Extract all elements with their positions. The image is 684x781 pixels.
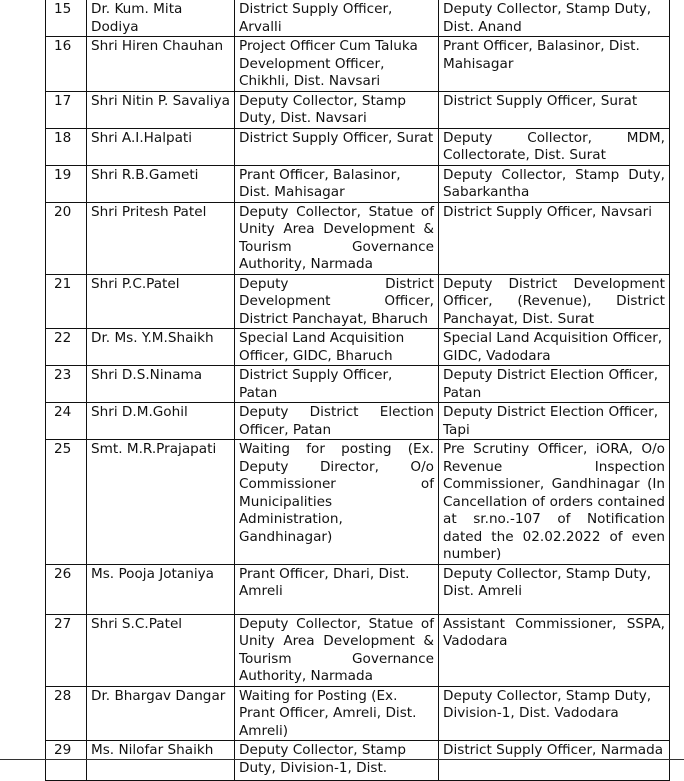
present-post-cell: Deputy Collector, Statue of Unity Area Development & Tourism Governance Authority, Narmada: [235, 614, 439, 686]
officer-name-cell: Smt. M.R.Prajapati: [87, 440, 235, 565]
present-post-cell: Special Land Acquisition Officer, GIDC, Bharuch: [235, 329, 439, 366]
new-post-cell: Deputy Collector, Stamp Duty, Sabarkantha: [439, 165, 670, 202]
present-post-cell: District Supply Officer, Arvalli: [235, 0, 439, 37]
serial-number-cell: 23: [46, 366, 87, 403]
officer-name-cell: Dr. Kum. Mita Dodiya: [87, 0, 235, 37]
new-post-cell: District Supply Officer, Surat: [439, 91, 670, 128]
table-row: [46, 37, 670, 92]
present-post-cell: Prant Officer, Balasinor, Dist. Mahisagar: [235, 165, 439, 202]
officer-name-cell: Dr. Bhargav Dangar: [87, 686, 235, 741]
new-post-cell: Deputy District Election Officer, Tapi: [439, 403, 670, 440]
serial-number-cell: 28: [46, 686, 87, 741]
serial-number-cell: 21: [46, 274, 87, 329]
officer-name-cell: Shri R.B.Gameti: [87, 165, 235, 202]
present-post-cell: Waiting for posting (Ex. Deputy Director, O/o Commissioner of Municipalities Administration, Gandhinagar): [235, 440, 439, 565]
officer-name-cell: Shri P.C.Patel: [87, 274, 235, 329]
officer-name-cell: Ms. Pooja Jotaniya: [87, 564, 235, 614]
serial-number-cell: 22: [46, 329, 87, 366]
table-row: [46, 366, 670, 403]
table-row: [46, 564, 670, 614]
officer-name-cell: Ms. Nilofar Shaikh: [87, 741, 235, 781]
new-post-cell: Pre Scrutiny Officer, iORA, O/o Revenue Inspection Commissioner, Gandhinagar (In Cancellation of orders contained at sr.no.-107 of Notification dated the 02.02.2022 of even number): [439, 440, 670, 565]
new-post-cell: District Supply Officer, Narmada: [439, 741, 670, 781]
table-body: [46, 0, 670, 781]
new-post-cell: Special Land Acquisition Officer, GIDC, Vadodara: [439, 329, 670, 366]
serial-number-cell: 29: [46, 741, 87, 781]
new-post-cell: Deputy District Development Officer, (Revenue), District Panchayat, Dist. Surat: [439, 274, 670, 329]
present-post-cell: District Supply Officer, Patan: [235, 366, 439, 403]
new-post-cell: Prant Officer, Balasinor, Dist. Mahisagar: [439, 37, 670, 92]
officer-name-cell: Shri S.C.Patel: [87, 614, 235, 686]
table-row: [46, 165, 670, 202]
table-row: [46, 202, 670, 274]
serial-number-cell: 26: [46, 564, 87, 614]
new-post-cell: Deputy Collector, MDM, Collectorate, Dist. Surat: [439, 128, 670, 165]
transfer-order-table: [45, 0, 670, 781]
serial-number-cell: 24: [46, 403, 87, 440]
serial-number-cell: 27: [46, 614, 87, 686]
new-post-cell: Deputy Collector, Stamp Duty, Division-1, Dist. Vadodara: [439, 686, 670, 741]
table-row: [46, 686, 670, 741]
table-row: [46, 741, 670, 781]
officer-name-cell: Shri Nitin P. Savaliya: [87, 91, 235, 128]
page-bottom-rule: [0, 759, 684, 760]
serial-number-cell: 19: [46, 165, 87, 202]
present-post-cell: Prant Officer, Dhari, Dist. Amreli: [235, 564, 439, 614]
table-row: [46, 440, 670, 565]
present-post-cell: Deputy Collector, Statue of Unity Area Development & Tourism Governance Authority, Narmada: [235, 202, 439, 274]
serial-number-cell: 17: [46, 91, 87, 128]
present-post-cell: District Supply Officer, Surat: [235, 128, 439, 165]
table-row: [46, 614, 670, 686]
new-post-cell: Deputy District Election Officer, Patan: [439, 366, 670, 403]
officer-name-cell: Shri A.I.Halpati: [87, 128, 235, 165]
new-post-cell: Deputy Collector, Stamp Duty, Dist. Amreli: [439, 564, 670, 614]
present-post-cell: Project Officer Cum Taluka Development Officer, Chikhli, Dist. Navsari: [235, 37, 439, 92]
serial-number-cell: 16: [46, 37, 87, 92]
serial-number-cell: 18: [46, 128, 87, 165]
officer-name-cell: Shri D.S.Ninama: [87, 366, 235, 403]
officer-name-cell: Shri D.M.Gohil: [87, 403, 235, 440]
present-post-cell: Deputy District Development Officer, District Panchayat, Bharuch: [235, 274, 439, 329]
new-post-cell: District Supply Officer, Navsari: [439, 202, 670, 274]
serial-number-cell: 15: [46, 0, 87, 37]
present-post-cell: Deputy Collector, Stamp Duty, Dist. Navsari: [235, 91, 439, 128]
officer-name-cell: Dr. Ms. Y.M.Shaikh: [87, 329, 235, 366]
officer-name-cell: Shri Pritesh Patel: [87, 202, 235, 274]
serial-number-cell: 20: [46, 202, 87, 274]
new-post-cell: Deputy Collector, Stamp Duty, Dist. Anand: [439, 0, 670, 37]
table-row: [46, 274, 670, 329]
present-post-cell: Waiting for Posting (Ex. Prant Officer, Amreli, Dist. Amreli): [235, 686, 439, 741]
table-row: [46, 403, 670, 440]
present-post-cell: Deputy District Election Officer, Patan: [235, 403, 439, 440]
present-post-cell: Deputy Collector, Stamp Duty, Division-1, Dist.: [235, 741, 439, 781]
table-row: [46, 0, 670, 37]
table-row: [46, 329, 670, 366]
officer-name-cell: Shri Hiren Chauhan: [87, 37, 235, 92]
table-row: [46, 91, 670, 128]
serial-number-cell: 25: [46, 440, 87, 565]
table-row: [46, 128, 670, 165]
new-post-cell: Assistant Commissioner, SSPA, Vadodara: [439, 614, 670, 686]
